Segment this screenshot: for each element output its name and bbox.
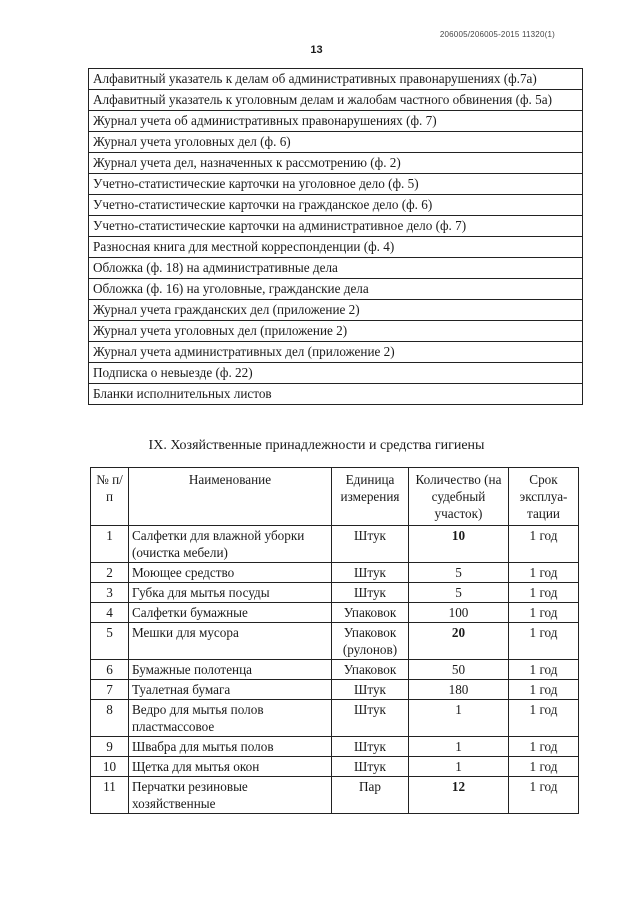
- item-qty-cell: 1: [409, 737, 509, 757]
- item-unit-cell: Упаковок (рулонов): [332, 623, 409, 660]
- item-name-cell: Губка для мытья посуды: [129, 583, 332, 603]
- table-row: [89, 279, 583, 300]
- item-unit-cell: Упаковок: [332, 660, 409, 680]
- header-name: Наименование: [129, 468, 332, 526]
- item-name-cell: Бумажные полотенца: [129, 660, 332, 680]
- item-name-cell: Ведро для мытья полов пластмассовое: [129, 700, 332, 737]
- table-row: [89, 69, 583, 90]
- item-number-cell: 4: [91, 603, 129, 623]
- form-name-cell: Алфавитный указатель к делам об административных правонарушениях (ф.7а): [89, 69, 583, 90]
- item-number-cell: 2: [91, 563, 129, 583]
- table-row: [91, 623, 579, 660]
- item-unit-cell: Упаковок: [332, 603, 409, 623]
- form-name-cell: Журнал учета дел, назначенных к рассмотрению (ф. 2): [89, 153, 583, 174]
- item-unit-cell: Штук: [332, 680, 409, 700]
- page-number: 13: [310, 44, 323, 56]
- table-row: [89, 153, 583, 174]
- item-name-cell: Туалетная бумага: [129, 680, 332, 700]
- item-qty-cell: 5: [409, 583, 509, 603]
- item-unit-cell: Штук: [332, 737, 409, 757]
- item-name-cell: Мешки для мусора: [129, 623, 332, 660]
- table-row: [89, 237, 583, 258]
- form-name-cell: Учетно-статистические карточки на административное дело (ф. 7): [89, 216, 583, 237]
- item-name-cell: Салфетки для влажной уборки (очистка мебели): [129, 526, 332, 563]
- form-name-cell: Учетно-статистические карточки на гражданское дело (ф. 6): [89, 195, 583, 216]
- item-name-cell: Перчатки резиновые хозяйственные: [129, 777, 332, 814]
- item-term-cell: 1 год: [509, 700, 579, 737]
- section-title: IX. Хозяйственные принадлежности и средства гигиены: [148, 438, 485, 453]
- item-number-cell: 1: [91, 526, 129, 563]
- table-row: [89, 174, 583, 195]
- item-qty-cell: 12: [409, 777, 509, 814]
- item-term-cell: 1 год: [509, 777, 579, 814]
- item-qty-cell: 180: [409, 680, 509, 700]
- item-unit-cell: Штук: [332, 526, 409, 563]
- item-unit-cell: Штук: [332, 700, 409, 737]
- table-row: [91, 757, 579, 777]
- item-unit-cell: Штук: [332, 583, 409, 603]
- document-id: 206005/206005-2015 11320(1): [439, 30, 555, 39]
- item-number-cell: 7: [91, 680, 129, 700]
- item-unit-cell: Пар: [332, 777, 409, 814]
- form-name-cell: Бланки исполнительных листов: [89, 384, 583, 405]
- table-row: [91, 777, 579, 814]
- table-row: [89, 258, 583, 279]
- item-qty-cell: 10: [409, 526, 509, 563]
- item-qty-cell: 5: [409, 563, 509, 583]
- item-term-cell: 1 год: [509, 660, 579, 680]
- table-row: [89, 132, 583, 153]
- item-term-cell: 1 год: [509, 583, 579, 603]
- table-row: [89, 384, 583, 405]
- form-name-cell: Обложка (ф. 18) на административные дела: [89, 258, 583, 279]
- table-row: [91, 737, 579, 757]
- table-row: [89, 342, 583, 363]
- item-term-cell: 1 год: [509, 563, 579, 583]
- item-number-cell: 11: [91, 777, 129, 814]
- form-name-cell: Учетно-статистические карточки на уголовное дело (ф. 5): [89, 174, 583, 195]
- item-number-cell: 3: [91, 583, 129, 603]
- table-row: [89, 195, 583, 216]
- form-name-cell: Журнал учета административных дел (приложение 2): [89, 342, 583, 363]
- header-unit: Единица измерения: [332, 468, 409, 526]
- table-row: [89, 363, 583, 384]
- form-name-cell: Журнал учета гражданских дел (приложение 2): [89, 300, 583, 321]
- item-number-cell: 5: [91, 623, 129, 660]
- table-header-row: [91, 468, 579, 526]
- table-row: [89, 90, 583, 111]
- item-name-cell: Моющее средство: [129, 563, 332, 583]
- forms-list-table: [88, 68, 583, 405]
- header-qty: Количество (на судебный участок): [409, 468, 509, 526]
- item-term-cell: 1 год: [509, 680, 579, 700]
- table-row: [91, 603, 579, 623]
- item-term-cell: 1 год: [509, 737, 579, 757]
- item-number-cell: 6: [91, 660, 129, 680]
- form-name-cell: Обложка (ф. 16) на уголовные, гражданские дела: [89, 279, 583, 300]
- table-row: [91, 700, 579, 737]
- table-row: [91, 680, 579, 700]
- item-qty-cell: 50: [409, 660, 509, 680]
- header-num: № п/п: [91, 468, 129, 526]
- item-name-cell: Салфетки бумажные: [129, 603, 332, 623]
- item-term-cell: 1 год: [509, 526, 579, 563]
- item-term-cell: 1 год: [509, 603, 579, 623]
- form-name-cell: Журнал учета уголовных дел (приложение 2): [89, 321, 583, 342]
- header-term: Срок эксплуа-тации: [509, 468, 579, 526]
- form-name-cell: Журнал учета об административных правонарушениях (ф. 7): [89, 111, 583, 132]
- item-qty-cell: 20: [409, 623, 509, 660]
- item-name-cell: Швабра для мытья полов: [129, 737, 332, 757]
- table-row: [89, 321, 583, 342]
- table-row: [89, 300, 583, 321]
- table-row: [89, 111, 583, 132]
- form-name-cell: Подписка о невыезде (ф. 22): [89, 363, 583, 384]
- table-row: [91, 563, 579, 583]
- item-qty-cell: 100: [409, 603, 509, 623]
- item-number-cell: 8: [91, 700, 129, 737]
- item-name-cell: Щетка для мытья окон: [129, 757, 332, 777]
- form-name-cell: Журнал учета уголовных дел (ф. 6): [89, 132, 583, 153]
- item-qty-cell: 1: [409, 757, 509, 777]
- table-row: [91, 583, 579, 603]
- item-number-cell: 10: [91, 757, 129, 777]
- table-row: [89, 216, 583, 237]
- form-name-cell: Разносная книга для местной корреспонденции (ф. 4): [89, 237, 583, 258]
- item-unit-cell: Штук: [332, 563, 409, 583]
- table-row: [91, 526, 579, 563]
- item-qty-cell: 1: [409, 700, 509, 737]
- form-name-cell: Алфавитный указатель к уголовным делам и жалобам частного обвинения (ф. 5а): [89, 90, 583, 111]
- item-unit-cell: Штук: [332, 757, 409, 777]
- hygiene-items-table: [90, 467, 579, 814]
- item-term-cell: 1 год: [509, 623, 579, 660]
- item-number-cell: 9: [91, 737, 129, 757]
- table-row: [91, 660, 579, 680]
- item-term-cell: 1 год: [509, 757, 579, 777]
